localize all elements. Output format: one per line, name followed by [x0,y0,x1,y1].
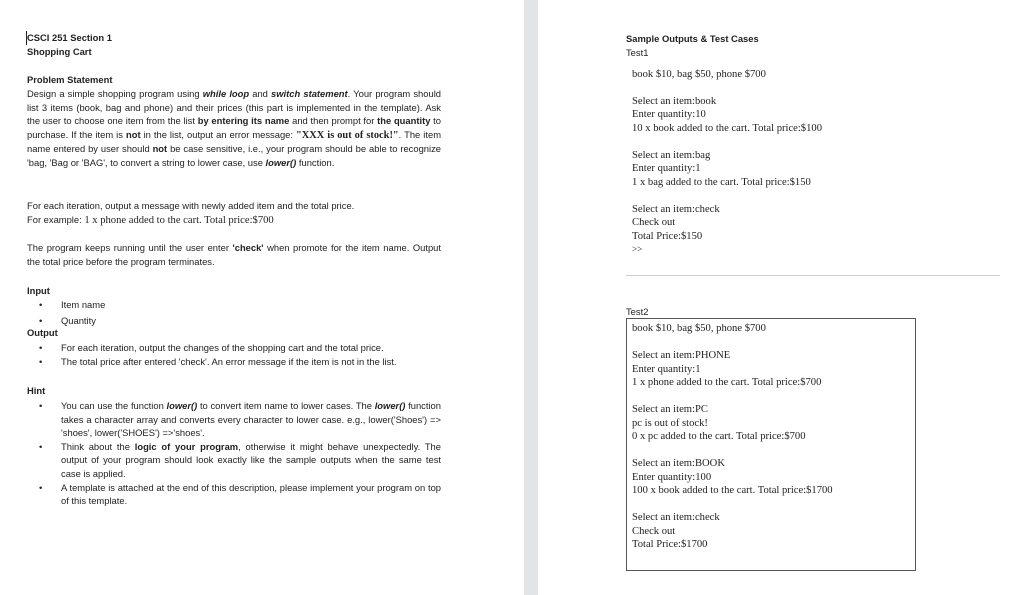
list-item: • Quantity [39,314,96,326]
test1-line: 10 x book added to the cart. Total price:$100 [632,123,822,134]
test2-line: 100 x book added to the cart. Total price:$1700 [632,485,833,496]
test2-line: 1 x phone added to the cart. Total price:$700 [632,377,822,388]
test2-line: Enter quantity:100 [632,472,712,483]
test2-line: book $10, bag $50, phone $700 [632,323,766,334]
problem-heading: Problem Statement [27,74,113,85]
test2-line: Select an item:check [632,512,720,523]
test2-line: Select an item:PC [632,404,708,415]
test2-line: Select an item:BOOK [632,458,725,469]
iteration-description: For each iteration, output a message with newly added item and the total price. For example: 1 x phone added to the cart. Total price:$700 [27,200,355,226]
test2-line: Enter quantity:1 [632,364,701,375]
output-list [27,341,441,368]
test1-line: Select an item:bag [632,150,711,161]
list-item: • Item name [39,299,106,310]
input-list [27,298,441,327]
list-item: • A template is attached at the end of this description, please implement your program on top of this template. [39,481,441,507]
list-item: • Think about the logic of your program, otherwise it might behave unexpectedly. The output of your program should look exactly like the sample outputs when the same test case is applied. [39,440,441,479]
list-item: • You can use the function lower() to convert item name to lower cases. The lower() function takes a character array and converts every character to lower case. e.g., lower('Shoes') => 'shoes', lower('SHOES') =>'shoes'. [39,400,441,439]
test2-line: Total Price:$1700 [632,539,708,550]
hint-list [27,399,441,508]
test1-line: >> [632,244,643,254]
test1-line: book $10, bag $50, phone $700 [632,69,766,80]
test1-line: Select an item:book [632,96,717,107]
termination-description: The program keeps running until the user enter 'check' when promote for the item name. Output the total price before the program terminates. [27,242,442,267]
test1-line: Check out [632,217,676,228]
list-item: • The total price after entered 'check'. An error message if the item is not in the list. [39,355,397,367]
page-gutter [524,0,538,595]
test2-label: Test2 [626,306,649,317]
test1-line: 1 x bag added to the cart. Total price:$150 [632,177,811,188]
section-divider [626,275,1000,276]
list-item: • For each iteration, output the changes of the shopping cart and the total price. [39,342,384,353]
test2-line: pc is out of stock! [632,418,708,429]
test1-line: Enter quantity:10 [632,109,706,120]
test1-label: Test1 [626,47,649,58]
document-page-right [538,0,1024,595]
hint-heading: Hint [27,385,46,396]
test1-line: Enter quantity:1 [632,163,701,174]
test2-line: Check out [632,526,676,537]
course-title: CSCI 251 Section 1 [27,32,112,43]
test2-line: 0 x pc added to the cart. Total price:$700 [632,431,806,442]
problem-statement: Design a simple shopping program using while loop and switch statement. Your program should list 3 items (book, bag and phone) and their prices (this part is implemented in the template). Ask the user to choose one item from the list by entering its name and then prompt for the quantity to purchase. If the item is not in the list, output an error message: "XXX is out of stock!". The item name entered by user should not be case sensitive, i.e., your program should be able to recognize 'bag, 'Bag or 'BAG', to convert a string to lower case, use lower() function. [27,88,442,168]
test1-line: Total Price:$150 [632,231,703,242]
output-heading: Output [27,327,58,338]
sample-outputs-heading: Sample Outputs & Test Cases [626,33,759,44]
assignment-title: Shopping Cart [27,46,92,57]
test1-line: Select an item:check [632,204,720,215]
input-heading: Input [27,285,50,296]
test2-line: Select an item:PHONE [632,350,731,361]
